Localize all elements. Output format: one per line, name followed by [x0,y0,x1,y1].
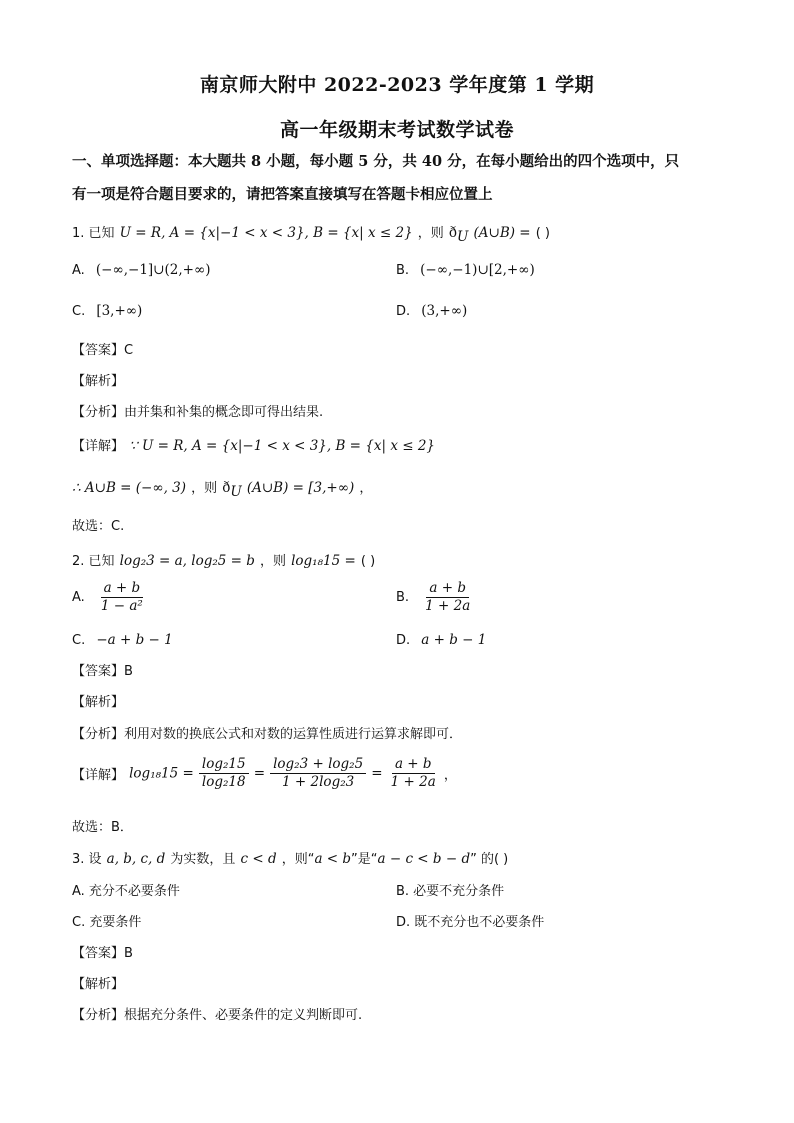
question-3-analysis-tag: 【解析】 [72,977,125,992]
question-3-statement-1: a < b [314,851,352,867]
option-b-label: B. [396,590,410,605]
question-1-sets: U = R, A = {x|−1 < x < 3}, B = {x| x ≤ 2} [119,225,413,241]
question-3-option-a: A. 充分不必要条件 [72,884,180,899]
fenxi-text: 利用对数的换底公式和对数的运算性质进行运算求解即可． [124,727,463,742]
question-1-option-a [72,259,210,278]
fenxi-tag: 【分析】 [72,727,125,742]
question-3-option-d: D. 既不充分也不必要条件 [396,915,545,930]
question-2-analysis-tag: 【解析】 [72,695,125,710]
question-3-answer [72,942,133,961]
answer-value: B [124,946,133,961]
equals-sign-1: = [253,765,265,782]
option-d-value: (3,+∞) [421,303,468,319]
detail-tag: 【详解】 [72,439,125,454]
fraction-1-denominator: log₂18 [201,774,246,790]
option-b-label: B. [396,263,410,278]
answer-value: C [124,343,134,358]
question-3-statement-2: a − c < b − d [377,851,471,867]
fraction-1-numerator: log₂15 [199,756,249,774]
option-b-denominator: 1 + 2a [425,598,471,614]
question-3-condition: c < d [240,851,277,867]
question-2-prefix: 2. 已知 [72,554,115,569]
detail-fraction-1 [199,756,249,791]
option-d-label: D. [396,304,411,319]
option-a-denominator: 1 − a² [100,598,143,614]
fenxi-text: 根据充分条件、必要条件的定义判断即可. [124,1008,363,1023]
option-c-value: −a + b − 1 [96,632,173,648]
question-3-text-4: ” 的( ) [470,852,509,867]
question-2-conclusion: 故选：B． [72,820,133,835]
detail-complement-symbol: ð [222,480,231,496]
complement-symbol: ð [448,225,458,241]
question-2-option-d [396,629,486,648]
answer-tag: 【答案】 [72,664,125,679]
question-3-option-b: B. 必要不充分条件 [396,884,505,899]
detail-lhs: log₁₈15 = [129,765,194,782]
answer-value: B [124,664,133,679]
option-c-value: [3,+∞) [96,303,143,319]
question-1-fenxi [72,401,323,420]
question-3-text-1: 为实数，且 [170,852,236,867]
fraction-3-denominator: 1 + 2a [390,774,436,790]
detail-fraction-2 [270,756,366,791]
option-c-label: C. [72,304,86,319]
question-2-fenxi [72,723,462,742]
question-2-paren: ( ) [360,554,376,569]
question-3-fenxi [72,1004,362,1023]
question-2-option-a [72,580,146,615]
question-1-option-b [396,259,535,278]
detail-complement-result: (A∪B) = [3,+∞) [246,480,355,496]
question-2-option-c [72,629,173,648]
detail-fraction-3 [388,756,439,791]
fenxi-tag: 【分析】 [72,405,125,420]
question-2-answer [72,660,133,679]
title-line-1: 南京师大附中 2022-2023 学年度第 1 学期 [199,74,595,96]
question-2-detail [72,756,457,791]
section-heading-line-1: 一、单项选择题：本大题共 8 小题，每小题 5 分，共 40 分，在每小题给出的四个选项中，只 [72,153,680,170]
option-b-value: (−∞,−1)∪[2,+∞) [420,262,535,278]
complement-subscript: U [457,229,469,246]
question-3-stem [72,848,508,867]
detail-comma: ， [359,481,373,496]
fenxi-text: 由并集和补集的概念即可得出结果. [124,405,324,420]
option-b-fraction [422,580,473,615]
fraction-3-numerator: a + b [392,756,435,774]
question-1-then: ，则 [417,226,444,241]
detail-complement-subscript: U [230,484,242,501]
question-1-detail-line-1 [72,435,435,454]
question-3-text-3: ”是“ [351,852,378,867]
question-3-prefix: 3. 设 [72,852,102,867]
option-c-label: C. [72,633,86,648]
question-1-stem [72,222,550,245]
answer-tag: 【答案】 [72,946,125,961]
question-1-analysis-tag: 【解析】 [72,374,125,389]
option-a-value: (−∞,−1]∪(2,+∞) [95,262,211,278]
option-a-label: A. [72,590,85,605]
fenxi-tag: 【分析】 [72,1008,125,1023]
option-a-fraction [98,580,146,615]
equals-sign-2: = [371,765,383,782]
section-heading-line-2: 有一项是符合题目要求的，请把答案直接填写在答题卡相应位置上 [72,186,493,203]
question-3-variables: a, b, c, d [106,851,166,867]
option-a-label: A. [72,263,85,278]
fraction-2-numerator: log₂3 + log₂5 [270,756,366,774]
fraction-2-denominator: 1 + 2log₂3 [282,774,355,790]
question-3-option-c: C. 充要条件 [72,915,142,930]
detail-then: ，则 [191,481,218,496]
answer-tag: 【答案】 [72,343,125,358]
question-2-expression: log₁₈15 = [291,553,356,569]
detail-comma: ， [443,768,457,783]
question-1-conclusion: 故选：C. [72,519,125,534]
question-2-option-b [396,580,473,615]
question-1-prefix: 1. 已知 [72,226,115,241]
detail-tag: 【详解】 [72,768,125,783]
detail-union: ∴ A∪B = (−∞, 3) [72,480,187,496]
option-d-value: a + b − 1 [421,632,487,648]
question-3-text-2: ，则“ [281,852,315,867]
question-1-expression: (A∪B) = [473,225,531,241]
question-1-paren: ( ) [535,226,550,241]
detail-given: ∵ U = R, A = {x|−1 < x < 3}, B = {x| x ≤ 2} [129,438,436,454]
option-d-label: D. [396,633,411,648]
question-2-stem [72,550,375,569]
question-1-detail-line-2 [72,477,372,500]
question-2-given: log₂3 = a, log₂5 = b [119,553,255,569]
question-1-answer [72,339,133,358]
option-a-numerator: a + b [101,580,144,598]
question-1-option-d [396,300,467,319]
title-line-2: 高一年级期末考试数学试卷 [279,119,514,141]
question-2-then: ，则 [259,554,286,569]
option-b-numerator: a + b [426,580,469,598]
question-1-option-c [72,300,142,319]
